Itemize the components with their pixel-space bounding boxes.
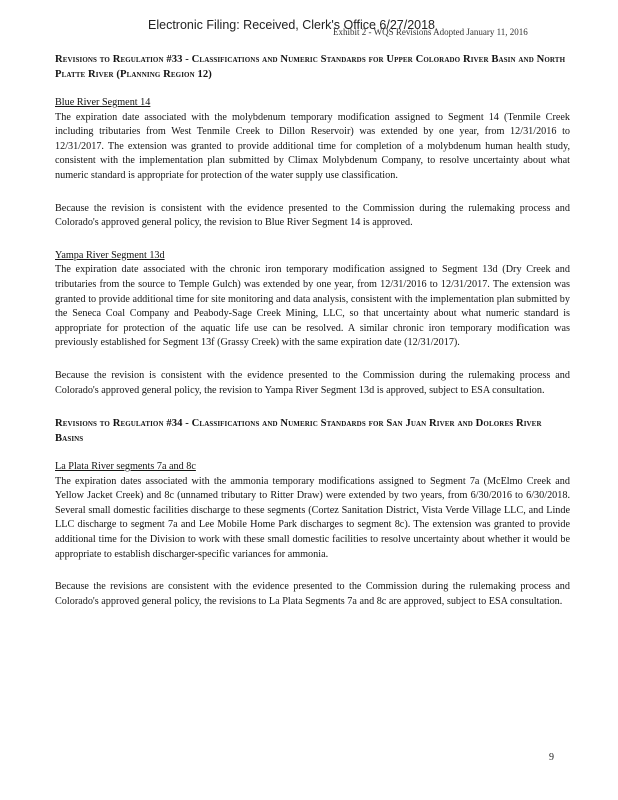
document-body [55,52,570,623]
subheading-yampa-river: Yampa River Segment 13d [55,249,165,261]
paragraph-blue-river-approval: Because the revision is consistent with the evidence presented to the Commission during the rulemaking process and Colorado's approved general policy, the revision to Blue River Segment 14 is approved. [55,202,570,229]
section-heading-reg33: Revisions to Regulation #33 - Classifications and Numeric Standards for Upper Colorado River Basin and North Platte River (Planning Region 12) [55,54,566,80]
paragraph-yampa-river-details: The expiration date associated with the chronic iron temporary modification assigned to Segment 13d (Dry Creek and tributaries from the source to Temple Gulch) was extended by one year, from 12/31/2016 to 12/31/2017. The extension was granted to provide additional time for site monitoring and data analysis, consistent with the implementation plan submitted by the Seneca Coal Company and Peabody-Sage Creek Mining, LLC, so that uncertainty about what numeric standard is appropriate for protection of the aquatic life use can be resolved. A similar chronic iron temporary modification was previously established for Segment 13f (Grassy Creek) with the same expiration date (12/31/2017). [55,264,570,349]
page-number: 9 [549,752,554,763]
filing-stamp: Electronic Filing: Received, Clerk's Office 6/27/2018 [148,18,436,32]
paragraph-yampa-river-approval: Because the revision is consistent with the evidence presented to the Commission during the rulemaking process and Colorado's approved general policy, the revision to Yampa River Segment 13d is approved, subject to ESA consultation. [55,369,570,396]
paragraph-la-plata-details: The expiration dates associated with the ammonia temporary modifications assigned to Segment 7a (McElmo Creek and Yellow Jacket Creek) and 8c (unnamed tributary to Ritter Draw) were extended by two years, from 6/30/2016 to 6/30/2018. Several small domestic facilities discharge to these segments (Cortez Sanitation District, Vista Verde Village LLC, and Linde LLC discharge to segment 7a and Lee Mobile Home Park discharges to segment 8c). The extension was granted to provide additional time for the Division to work with these small domestic facilities to resolve uncertainty about whether it would be appropriate to establish discharger-specific variances for ammonia. [55,475,570,560]
section-heading-reg34: Revisions to Regulation #34 - Classifications and Numeric Standards for San Juan River and Dolores River Basins [55,418,542,445]
paragraph-blue-river-details: The expiration date associated with the molybdenum temporary modification assigned to Segment 14 (Tenmile Creek including tributaries from West Tenmile Creek to Dillon Reservoir) was extended by one year, from 12/31/2016 to 12/31/2017. The extension was granted to provide additional time for completion of a molybdenum human health study, consistent with the implementation plan submitted by Climax Molybdenum Company, to resolve uncertainty about what numeric standard is appropriate for protection of the water supply use classification. [55,111,570,181]
subheading-blue-river: Blue River Segment 14 [55,97,151,108]
exhibit-header: Exhibit 2 - WQS Revisions Adopted January 11, 2016 [333,27,528,37]
paragraph-la-plata-approval: Because the revisions are consistent with the evidence presented to the Commission during the rulemaking process and Colorado's approved general policy, the revisions to La Plata Segments 7a and 8c are approved, subject to ESA consultation. [55,581,570,607]
subheading-la-plata-river: La Plata River segments 7a and 8c [55,461,196,473]
